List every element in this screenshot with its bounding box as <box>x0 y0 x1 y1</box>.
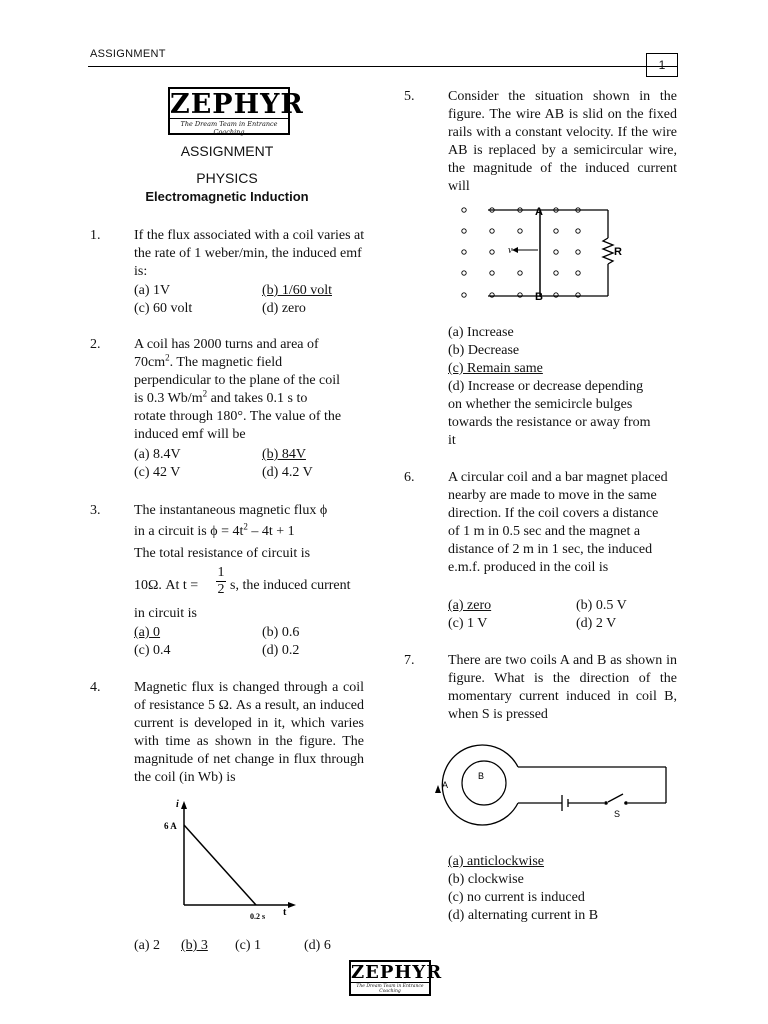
sliding-wire-figure <box>452 200 622 304</box>
text-line: 10Ω. At t = 1 2 s, the induced current <box>134 565 351 597</box>
y-value-label: 6 A <box>164 821 177 831</box>
option-a: (a) 8.4V <box>134 447 181 462</box>
text-line: A coil has 2000 turns and area of <box>134 337 319 352</box>
option-b: (b) clockwise <box>448 872 524 887</box>
x-axis-label: t <box>283 907 287 918</box>
option-c: (c) 1 V <box>448 616 488 631</box>
magnetic-field-dots <box>462 208 580 297</box>
question-number: 2. <box>90 337 101 352</box>
text-line: induced emf will be <box>134 427 246 442</box>
current-time-graph <box>150 795 310 925</box>
label-a: A <box>535 206 543 218</box>
option-d: (d) 2 V <box>576 616 617 631</box>
fraction: 1 2 <box>217 565 225 597</box>
text-line: in a circuit is $\phi = 4t^2 - 4t + 1$ <box>134 521 295 539</box>
subject-title: PHYSICS <box>196 170 258 186</box>
header-rule <box>88 66 678 67</box>
option-a: (a) 0 <box>134 625 161 640</box>
page-number: 1 <box>646 53 678 77</box>
option-d-cont: it <box>448 433 456 448</box>
option-b: (b) 0.5 V <box>576 598 627 613</box>
option-b: (b) Decrease <box>448 343 520 358</box>
question-text: A circular coil and a bar magnet placed nearby are made to move in the same direction. If the coil covers a distance of 1 m in 0.5 sec and the magnet a distance of 2 m in 1 sec, the induced e.m.f. produced in the coil is <box>448 470 668 575</box>
label-v: v <box>508 245 513 256</box>
logo-name: ZEPHYR <box>170 89 304 120</box>
label-a: A <box>442 780 449 790</box>
text-line: in circuit is <box>134 606 197 621</box>
option-d: (d) Increase or decrease depending <box>448 379 644 394</box>
label-s: S <box>614 809 621 819</box>
logo-tagline: The Dream Team in Entrance Coaching <box>351 982 429 995</box>
option-c: (c) 42 V <box>134 465 181 480</box>
question-number: 3. <box>90 503 101 518</box>
zephyr-logo <box>168 87 304 136</box>
y-axis-label: i <box>176 799 179 810</box>
logo-name: ZEPHYR <box>351 962 443 983</box>
label-r: R <box>614 246 622 258</box>
header-label: ASSIGNMENT <box>90 48 166 60</box>
option-b: (b) 1/60 volt <box>262 283 332 298</box>
option-d: (d) alternating current in B <box>448 908 599 923</box>
option-c: (c) Remain same <box>448 361 543 376</box>
option-d-cont: towards the resistance or away from <box>448 415 651 430</box>
text-line: is 0.3 $Wb/m^2$ and takes 0.1 s to <box>134 388 308 406</box>
text-line: rotate through 180°. The value of the <box>134 409 342 424</box>
question-text: Magnetic flux is changed through a coil of resistance 5 Ω. As a result, an induced current is developed in it, which varies with time as shown in the figure. The magnitude of net change in flux through the coil (in Wb) is <box>134 680 364 785</box>
topic-title: Electromagnetic Induction <box>145 189 309 204</box>
question-text: If the flux associated with a coil varies at the rate of 1 weber/min, the induced emf is: <box>134 228 365 279</box>
option-a: (a) 1V <box>134 283 171 298</box>
question-text: Consider the situation shown in the figure. The wire AB is slid on the fixed rails with a constant velocity. If the wire AB is replaced by a semicircular wire, the magnitude of the induced current will <box>448 89 677 194</box>
question-5-options <box>448 324 688 450</box>
label-b: B <box>478 771 485 781</box>
option-c: (c) no current is induced <box>448 890 585 905</box>
option-a: (a) 2 <box>134 938 161 953</box>
option-d: (d) 0.2 <box>262 643 300 658</box>
question-number: 5. <box>404 89 415 104</box>
footer-zephyr-logo <box>349 960 443 996</box>
option-d: (d) 6 <box>304 938 331 953</box>
option-c: (c) 1 <box>235 938 262 953</box>
question-number: 1. <box>90 228 101 243</box>
question-7-options <box>448 853 688 925</box>
option-b: (b) 84V <box>262 447 306 462</box>
question-4-options <box>90 937 370 957</box>
option-d: (d) 4.2 V <box>262 465 313 480</box>
question-text <box>134 336 374 444</box>
option-b: (b) 3 <box>181 938 208 953</box>
label-b: B <box>535 291 543 303</box>
option-b: (b) 0.6 <box>262 625 300 640</box>
x-value-label: 0.2 s <box>250 912 266 921</box>
question-text <box>134 502 364 623</box>
option-c: (c) 60 volt <box>134 301 193 316</box>
question-number: 4. <box>90 680 101 695</box>
option-a: (a) Increase <box>448 325 514 340</box>
question-number: 6. <box>404 470 415 485</box>
text-line: perpendicular to the plane of the coil <box>134 373 341 388</box>
option-a: (a) anticlockwise <box>448 854 545 869</box>
question-number: 7. <box>404 653 415 668</box>
option-a: (a) zero <box>448 598 492 613</box>
logo-tagline: The Dream Team in Entrance Coaching <box>170 118 288 137</box>
question-text: There are two coils A and B as shown in figure. What is the direction of the momentary current induced in coil B, when S is pressed <box>448 653 677 722</box>
two-coils-figure <box>430 740 680 830</box>
text-line: $70cm^2$. The magnetic field <box>134 352 283 370</box>
text-line: The total resistance of circuit is <box>134 546 311 561</box>
option-d: (d) zero <box>262 301 306 316</box>
text-line: The instantaneous magnetic flux ϕ <box>134 503 328 518</box>
option-c: (c) 0.4 <box>134 643 171 658</box>
option-d-cont: on whether the semicircle bulges <box>448 397 633 412</box>
assignment-title: ASSIGNMENT <box>180 143 274 159</box>
